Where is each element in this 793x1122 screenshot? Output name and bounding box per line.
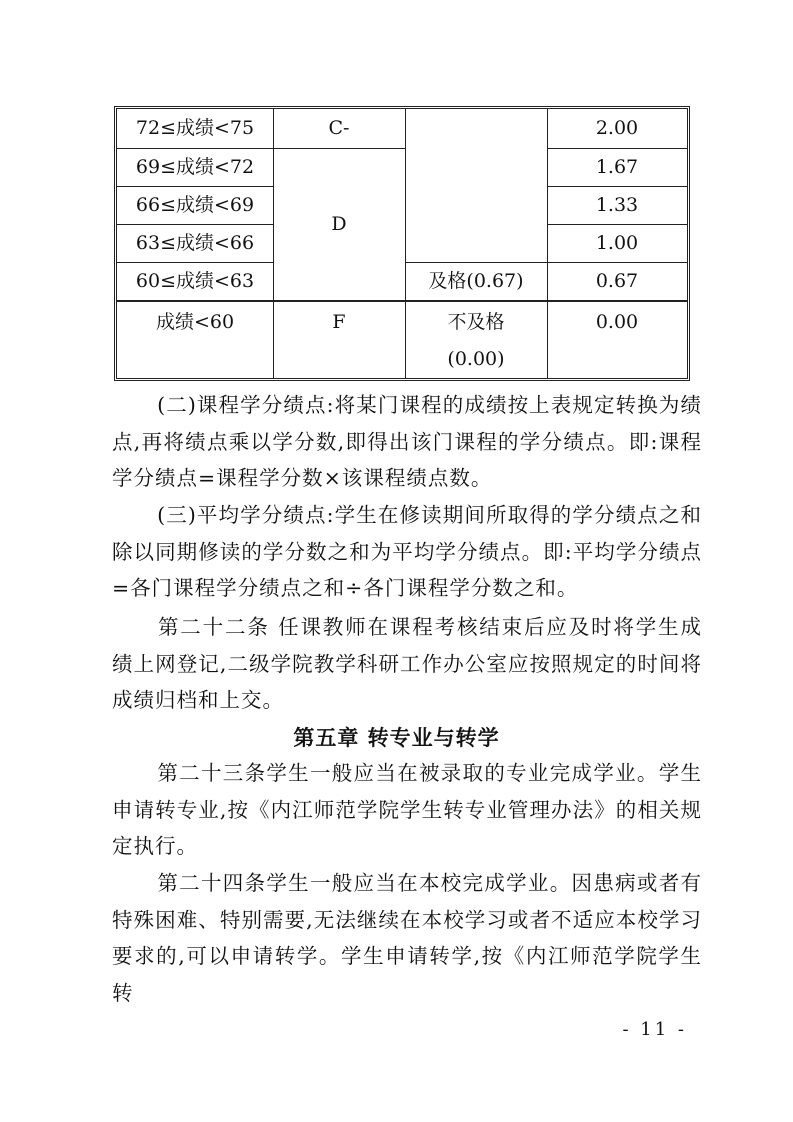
- table-cell-point: 0.67: [595, 269, 639, 292]
- paragraph-article-22: [112, 609, 702, 719]
- table-cell-range: 66≤成绩<69: [135, 193, 255, 216]
- paragraph-text: 第二十二条 任课教师在课程考核结束后应及时将学生成绩上网登记,二级学院教学科研工作办公室应按照规定的时间将成绩归档和上交。: [112, 615, 702, 712]
- chapter-title: 第五章 转专业与转学: [293, 726, 500, 750]
- page-number: - 11 -: [622, 1019, 687, 1040]
- table-cell-pass-label: 及格(0.67): [428, 269, 524, 292]
- table-cell-grade: F: [332, 310, 346, 333]
- table-cell-fail-label: 不及格: [447, 310, 505, 333]
- table-cell-point: 1.00: [595, 231, 639, 254]
- table-cell-grade: D: [331, 212, 347, 235]
- table-cell-range: 63≤成绩<66: [135, 231, 255, 254]
- table-cell-point: 1.67: [595, 155, 639, 178]
- table-cell-fail-label: (0.00): [447, 347, 505, 370]
- table-cell-point: 1.33: [595, 193, 639, 216]
- paragraph-text: (二)课程学分绩点:将某门课程的成绩按上表规定转换为绩点,再将绩点乘以学分数,即得出该门课程的学分绩点。即:课程学分绩点=课程学分数×该课程绩点数。: [112, 393, 702, 490]
- paragraph-text: (三)平均学分绩点:学生在修读期间所取得的学分绩点之和除以同期修读的学分数之和为平均学分绩点。即:平均学分绩点=各门课程学分绩点之和÷各门课程学分数之和。: [112, 503, 702, 600]
- table-cell-range: 72≤成绩<75: [135, 117, 255, 139]
- table-cell-grade: C-: [328, 117, 350, 139]
- paragraph-course-credit-gpa: [112, 387, 702, 497]
- table-cell-point: 2.00: [595, 117, 639, 139]
- table-cell-range: 60≤成绩<63: [135, 269, 255, 292]
- table-cell-range: 69≤成绩<72: [135, 155, 255, 178]
- paragraph-text: 第二十三条学生一般应当在被录取的专业完成学业。学生申请转专业,按《内江师范学院学生转专业管理办法》的相关规定执行。: [112, 761, 702, 858]
- table-cell-point: 0.00: [595, 310, 639, 333]
- paragraph-article-23: [112, 755, 702, 865]
- paragraph-article-24: [112, 865, 702, 1011]
- grade-conversion-table: [114, 106, 690, 381]
- table-cell-range: 成绩<60: [155, 310, 235, 333]
- paragraph-text: 第二十四条学生一般应当在本校完成学业。因患病或者有特殊困难、特别需要,无法继续在本校学习或者不适应本校学习要求的,可以申请转学。学生申请转学,按《内江师范学院学生转: [112, 871, 702, 1005]
- paragraph-average-gpa: [112, 497, 702, 607]
